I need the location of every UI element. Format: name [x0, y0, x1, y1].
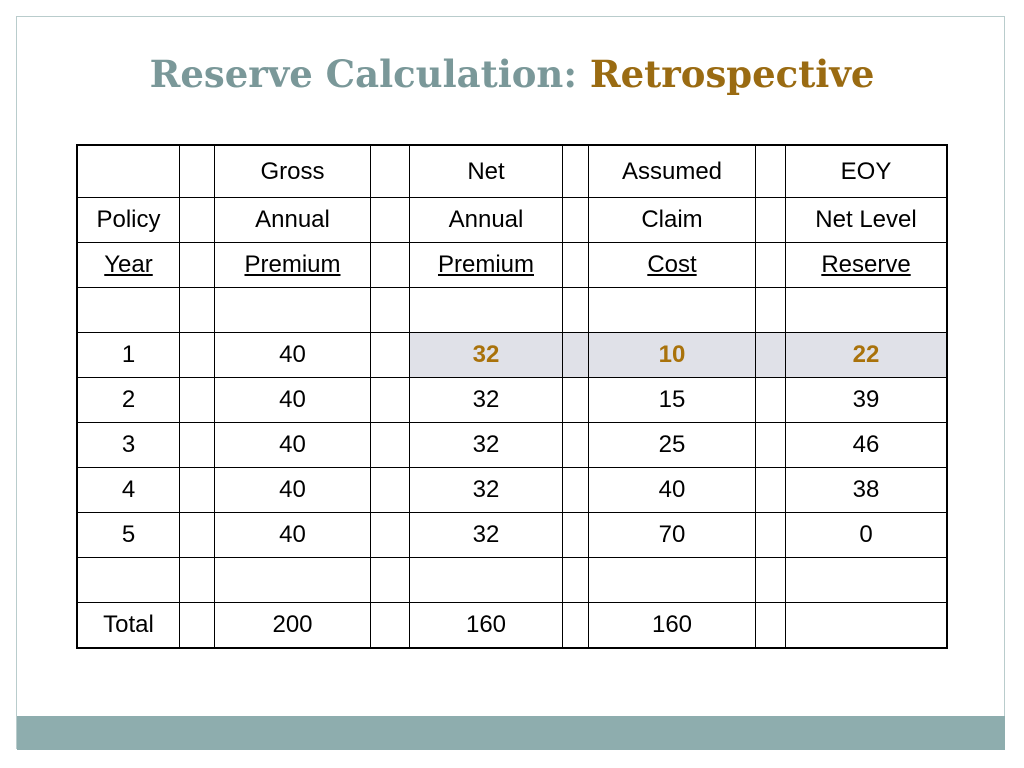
- net-premium-cell: 32: [410, 378, 563, 423]
- spacer-cell: [180, 333, 215, 378]
- spacer-cell: [371, 468, 410, 513]
- claim-cost-cell: 15: [589, 378, 756, 423]
- spacer-cell: [756, 603, 786, 649]
- spacer-cell: [180, 198, 215, 243]
- title-main-text: Reserve Calculation:: [149, 52, 577, 96]
- header-row-3: [77, 243, 947, 288]
- spacer-cell: [756, 243, 786, 288]
- empty-cell: [786, 288, 948, 333]
- spacer-cell: [180, 145, 215, 198]
- spacer-cell: [371, 198, 410, 243]
- header-cell: Assumed: [589, 145, 756, 198]
- spacer-cell: [371, 145, 410, 198]
- gross-premium-cell: 40: [215, 333, 371, 378]
- spacer-cell: [180, 378, 215, 423]
- header-underlined-text: Reserve: [821, 251, 911, 278]
- reserve-total-cell: [786, 603, 948, 649]
- header-cell: Net Level: [786, 198, 948, 243]
- net-premium-cell: 32: [410, 468, 563, 513]
- header-cell: Net: [410, 145, 563, 198]
- header-cell: [786, 243, 948, 288]
- policy-year-cell: 4: [77, 468, 180, 513]
- spacer-cell: [371, 288, 410, 333]
- spacer-cell: [756, 378, 786, 423]
- reserve-table: [76, 144, 948, 649]
- header-cell: [77, 145, 180, 198]
- claim-cost-cell: 40: [589, 468, 756, 513]
- empty-cell: [215, 288, 371, 333]
- spacer-cell: [563, 423, 589, 468]
- spacer-cell: [756, 198, 786, 243]
- header-cell: Claim: [589, 198, 756, 243]
- header-cell: EOY: [786, 145, 948, 198]
- policy-year-cell: 2: [77, 378, 180, 423]
- claim-cost-total-cell: 160: [589, 603, 756, 649]
- spacer-cell: [563, 378, 589, 423]
- spacer-cell: [563, 513, 589, 558]
- spacer-cell: [180, 423, 215, 468]
- header-cell: Policy: [77, 198, 180, 243]
- claim-cost-cell: 25: [589, 423, 756, 468]
- spacer-cell: [180, 288, 215, 333]
- spacer-cell: [563, 145, 589, 198]
- header-underlined-text: Premium: [437, 251, 534, 278]
- gross-premium-cell: 40: [215, 378, 371, 423]
- empty-row: [77, 558, 947, 603]
- policy-year-cell: 1: [77, 333, 180, 378]
- table-row-year-4: [77, 468, 947, 513]
- reserve-cell: 38: [786, 468, 948, 513]
- policy-year-cell: 5: [77, 513, 180, 558]
- spacer-cell: [371, 558, 410, 603]
- header-cell: [215, 243, 371, 288]
- net-premium-cell: 32: [410, 513, 563, 558]
- header-underlined-text: Premium: [244, 251, 341, 278]
- header-underlined-text: Cost: [647, 251, 697, 278]
- empty-cell: [215, 558, 371, 603]
- spacer-cell: [180, 468, 215, 513]
- total-label-cell: Total: [77, 603, 180, 649]
- empty-cell: [410, 558, 563, 603]
- empty-cell: [77, 558, 180, 603]
- spacer-cell: [563, 198, 589, 243]
- title-accent-text: Retrospective: [589, 52, 875, 96]
- header-row-1: [77, 145, 947, 198]
- empty-cell: [589, 288, 756, 333]
- empty-cell: [589, 558, 756, 603]
- header-row-2: [77, 198, 947, 243]
- policy-year-cell: 3: [77, 423, 180, 468]
- gross-premium-total-cell: 200: [215, 603, 371, 649]
- spacer-cell: [371, 243, 410, 288]
- header-cell: [589, 243, 756, 288]
- spacer-cell: [563, 288, 589, 333]
- spacer-cell: [180, 513, 215, 558]
- empty-cell: [786, 558, 948, 603]
- spacer-cell: [563, 558, 589, 603]
- net-premium-cell: 32: [410, 333, 563, 378]
- reserve-cell: 46: [786, 423, 948, 468]
- spacer-cell: [563, 603, 589, 649]
- header-cell: Annual: [215, 198, 371, 243]
- spacer-cell: [756, 145, 786, 198]
- table-row-year-5: [77, 513, 947, 558]
- spacer-cell: [180, 558, 215, 603]
- header-cell: Annual: [410, 198, 563, 243]
- net-premium-total-cell: 160: [410, 603, 563, 649]
- spacer-cell: [371, 513, 410, 558]
- gross-premium-cell: 40: [215, 513, 371, 558]
- header-cell: Gross: [215, 145, 371, 198]
- spacer-cell: [371, 378, 410, 423]
- spacer-cell: [756, 333, 786, 378]
- empty-row: [77, 288, 947, 333]
- table-row-year-2: [77, 378, 947, 423]
- reserve-cell: 39: [786, 378, 948, 423]
- gross-premium-cell: 40: [215, 468, 371, 513]
- spacer-cell: [563, 333, 589, 378]
- header-cell: [77, 243, 180, 288]
- spacer-cell: [371, 333, 410, 378]
- table-row-year-3: [77, 423, 947, 468]
- table-row-total: [77, 603, 947, 649]
- reserve-cell: 22: [786, 333, 948, 378]
- empty-cell: [410, 288, 563, 333]
- spacer-cell: [563, 243, 589, 288]
- slide-title: [0, 50, 1024, 98]
- header-cell: [410, 243, 563, 288]
- spacer-cell: [180, 603, 215, 649]
- claim-cost-cell: 10: [589, 333, 756, 378]
- claim-cost-cell: 70: [589, 513, 756, 558]
- spacer-cell: [371, 603, 410, 649]
- gross-premium-cell: 40: [215, 423, 371, 468]
- spacer-cell: [180, 243, 215, 288]
- spacer-cell: [756, 288, 786, 333]
- spacer-cell: [756, 513, 786, 558]
- reserve-cell: 0: [786, 513, 948, 558]
- spacer-cell: [756, 558, 786, 603]
- net-premium-cell: 32: [410, 423, 563, 468]
- spacer-cell: [563, 468, 589, 513]
- spacer-cell: [371, 423, 410, 468]
- table-row-year-1: [77, 333, 947, 378]
- header-underlined-text: Year: [104, 251, 153, 278]
- empty-cell: [77, 288, 180, 333]
- footer-bar: [17, 716, 1005, 750]
- spacer-cell: [756, 423, 786, 468]
- spacer-cell: [756, 468, 786, 513]
